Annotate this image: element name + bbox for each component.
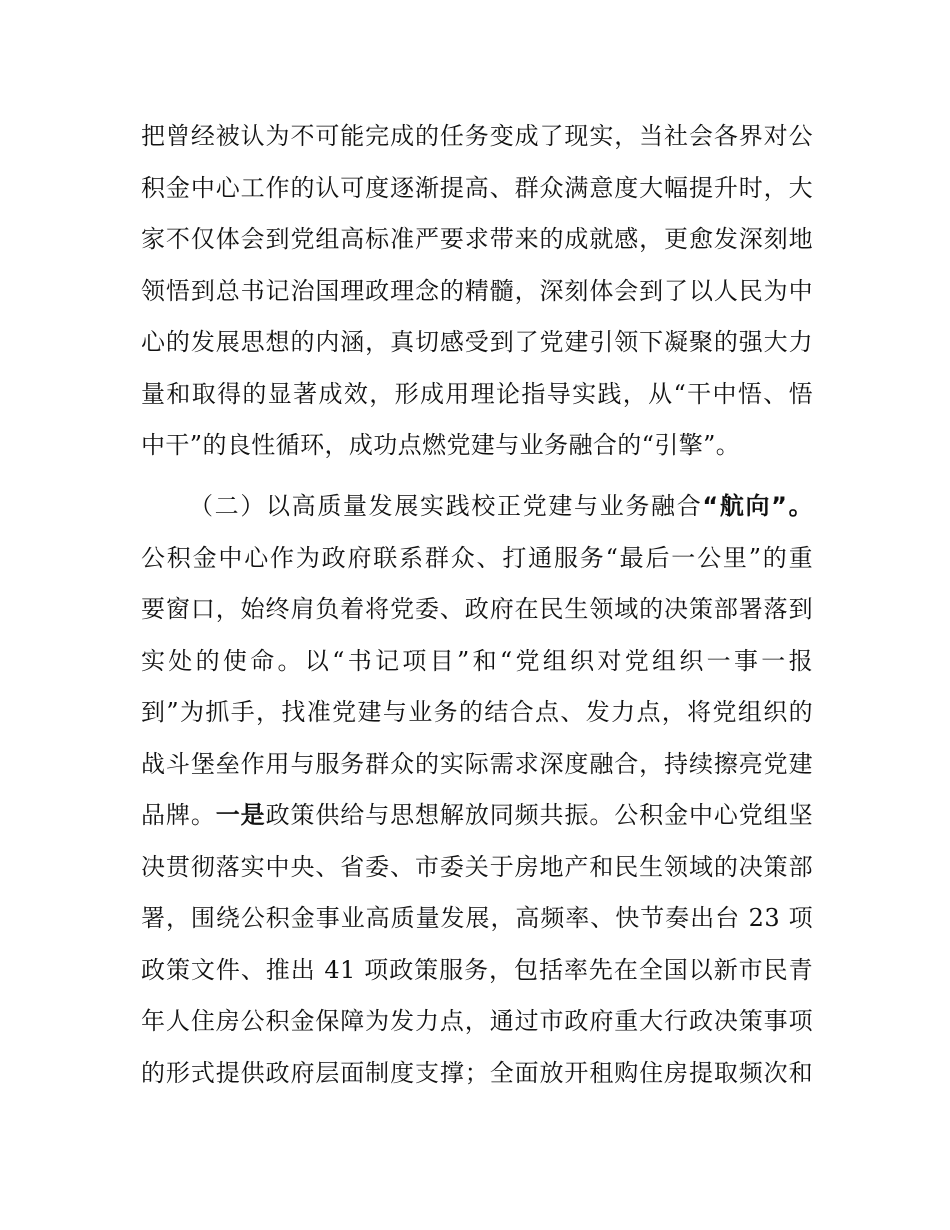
paragraph-1 [141, 121, 813, 461]
heading-text: （二）以高质量发展实践校正党建与业务融合 [189, 492, 703, 520]
text-line: 战斗堡垒作用与服务群众的实际需求深度融合，持续擦亮党建 [141, 749, 813, 778]
text-line: 年人住房公积金保障为发力点，通过市政府重大行政决策事项 [141, 1007, 813, 1035]
text-line: 量和取得的显著成效，形成用理论指导实践，从“干中悟、悟 [141, 379, 813, 408]
text-line [141, 800, 813, 831]
document-body [141, 121, 813, 1089]
text-line: 实处的使命。以“书记项目”和“党组织对党组织一事一报 [141, 646, 813, 675]
text-line: 心的发展思想的内涵，真切感受到了党建引领下凝聚的强大力 [141, 328, 813, 356]
text-line: 家不仅体会到党组高标准严要求带来的成就感，更愈发深刻地 [141, 225, 813, 253]
text-line: 领悟到总书记治国理政理念的精髓，深刻体会到了以人民为中 [141, 276, 813, 305]
text-line: 署，围绕公积金事业高质量发展，高频率、快节奏出台 23 项 [141, 904, 813, 932]
section-heading [141, 491, 813, 522]
text-line: 积金中心工作的认可度逐渐提高、群众满意度大幅提升时，大 [141, 173, 813, 202]
heading-emphasis: “航向”。 [702, 492, 814, 520]
text-line: 决贯彻落实中央、省委、市委关于房地产和民生领域的决策部 [141, 852, 813, 881]
text-run: 品牌。 [141, 801, 216, 829]
text-line: 把曾经被认为不可能完成的任务变成了现实，当社会各界对公 [141, 122, 813, 150]
text-line: 要窗口，始终肩负着将党委、政府在民生领域的决策部署落到 [141, 595, 813, 623]
text-line: 中干”的良性循环，成功点燃党建与业务融合的“引擎”。 [141, 431, 741, 459]
paragraph-2 [141, 491, 813, 1089]
text-line: 的形式提供政府层面制度支撑；全面放开租购住房提取频次和 [141, 1058, 813, 1087]
point-label: 一是 [215, 801, 266, 829]
text-line: 公积金中心作为政府联系群众、打通服务“最后一公里”的重 [141, 543, 813, 572]
text-line: 政策文件、推出 41 项政策服务，包括率先在全国以新市民青 [141, 955, 813, 984]
text-line: 到”为抓手，找准党建与业务的结合点、发力点，将党组织的 [141, 698, 813, 726]
text-run: 政策供给与思想解放同频共振。公积金中心党组坚 [265, 801, 813, 829]
